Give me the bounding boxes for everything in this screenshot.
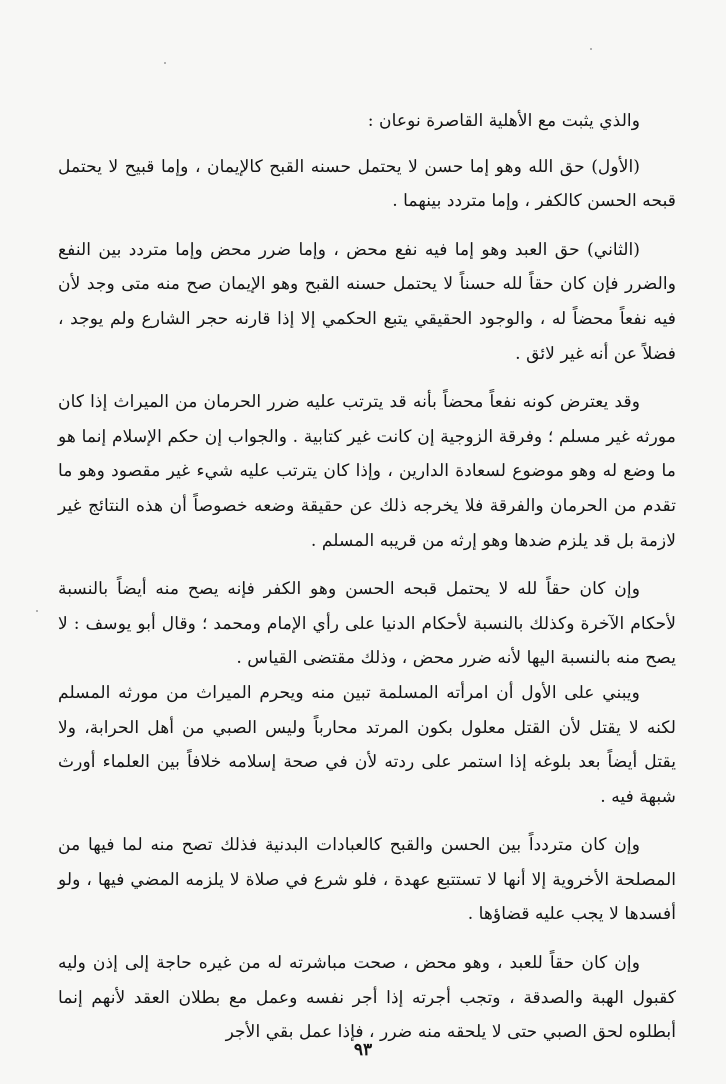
paragraph-objection: وقد يعترض كونه نفعاً محضاً بأنه قد يترتب عليه ضرر الحرمان من الميراث إذا كان مورثه غير مسلم ؛ وفرقة الزوجية إن كانت غير كتابية . والجواب إن حكم الإسلام إنما هو ما وضع له وهو موضوع لسعادة الدارين ، وإذا كان يترتب عليه شيء غير مقصود وهو ما تقدم من الحرمان والفرقة فلا يخرجه ذلك عن حقيقة وضعه خصوصاً أن هذه النتائج غير لازمة بل قد يلزم ضدها وهو إرثه من قريبه المسلم . [58,392,676,551]
paragraph-intro: والذي يثبت مع الأهلية القاصرة نوعان : [367,111,640,131]
paragraph-mixed: وإن كان متردداً بين الحسن والقبح كالعبادات البدنية فذلك تصح منه لما فيها من المصلحة الأخروية إلا أنها لا تستتبع عهدة ، فلو شرع في صلاة لا يلزمه المضي فيها ، ولو أفسدها لا يجب عليه قضاؤها . [58,835,676,925]
paragraph-servant-right: وإن كان حقاً للعبد ، وهو محض ، صحت مباشرته له من غيره حاجة إلى إذن وليه كقبول الهبة والصدقة ، وتجب أجرته إذا أجر نفسه وعمل مع بطلان العقد لأنهم إنما أبطلوه لحق الصبي حتى لا يلحقه منه ضرر ، فإذا عمل بقي الأجر [58,953,676,1043]
paper-speck [164,62,166,64]
paragraph-consequence: ويبني على الأول أن امرأته المسلمة تبين منه ويحرم الميراث من مورثه المسلم لكنه لا يقتل لأن القتل معلول بكون المرتد محارباً وليس الصبي من أهل الحرابة، ولا يقتل أيضاً بعد بلوغه إذا استمر على ردته لأن في صحة إسلامه خلافاً بين العلماء أورث شبهة فيه . [58,682,676,807]
paper-speck [590,48,592,50]
paragraph-second-kind: (الثاني) حق العبد وهو إما فيه نفع محض ، وإما ضرر محض وإما متردد بين النفع والضرر فإن كان حقاً لله حسناً لا يحتمل حسنه القبح وهو الإيمان صح منه متى وجد لأن فيه نفعاً محضاً له ، والوجود الحقيقي يتبع الحكمي إلا إذا قارنه حجر الشارع ولم يوجد ، فضلاً عن أنه غير لائق . [58,239,676,364]
body-text [58,104,676,1050]
page-number: ٩٣ [353,1040,373,1060]
paragraph-kufr: وإن كان حقاً لله لا يحتمل قبحه الحسن وهو الكفر فإنه يصح منه أيضاً بالنسبة لأحكام الآخرة وكذلك بالنسبة لأحكام الدنيا على رأي الإمام ومحمد ؛ وقال أبو يوسف : لا يصح منه بالنسبة اليها لأنه ضرر محض ، وذلك مقتضى القياس . [58,579,676,669]
paper-speck [36,610,38,612]
paragraph-first-kind: (الأول) حق الله وهو إما حسن لا يحتمل حسنه القبح كالإيمان ، وإما قبيح لا يحتمل قبحه الحسن كالكفر ، وإما متردد بينهما . [58,156,676,212]
